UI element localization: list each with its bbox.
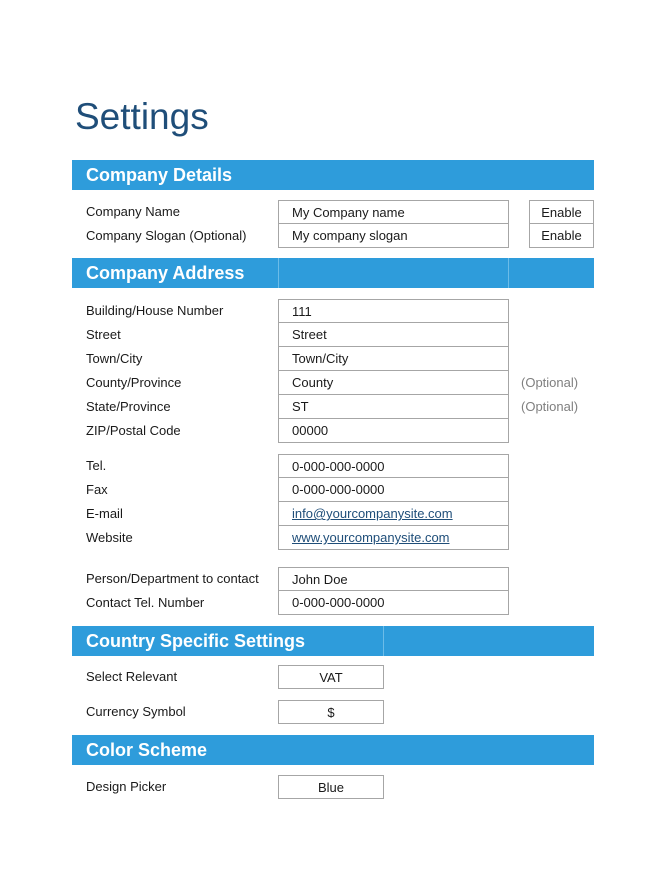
label-design-picker: Design Picker — [86, 779, 167, 794]
building-number-field[interactable]: 111 — [278, 299, 509, 323]
optional-note: (Optional) — [521, 399, 579, 414]
header-divider — [278, 258, 279, 288]
section-title: Color Scheme — [86, 740, 208, 760]
header-divider — [508, 258, 509, 288]
county-province-field[interactable]: County — [278, 371, 509, 395]
tax-type-select[interactable]: VAT — [278, 665, 384, 689]
currency-symbol-field[interactable]: $ — [278, 700, 384, 724]
label-town-city: Town/City — [86, 351, 143, 366]
label-currency-symbol: Currency Symbol — [86, 704, 186, 719]
town-city-field[interactable]: Town/City — [278, 347, 509, 371]
label-company-name: Company Name — [86, 204, 180, 219]
email-link[interactable]: info@yourcompanysite.com — [278, 502, 509, 526]
state-province-field[interactable]: ST — [278, 395, 509, 419]
label-zip-code: ZIP/Postal Code — [86, 423, 181, 438]
contact-tel-field[interactable]: 0-000-000-0000 — [278, 591, 509, 615]
label-email: E-mail — [86, 506, 123, 521]
section-country-settings — [72, 626, 594, 656]
company-name-field[interactable]: My Company name — [278, 200, 509, 224]
page-title: Settings — [75, 96, 209, 137]
section-company-address — [72, 258, 594, 288]
fax-field[interactable]: 0-000-000-0000 — [278, 478, 509, 502]
street-field[interactable]: Street — [278, 323, 509, 347]
contact-person-field[interactable]: John Doe — [278, 567, 509, 591]
label-county-province: County/Province — [86, 375, 182, 390]
label-state-province: State/Province — [86, 399, 171, 414]
label-building-number: Building/House Number — [86, 303, 224, 318]
section-company-details — [72, 160, 594, 190]
label-fax: Fax — [86, 482, 108, 497]
enable-company-slogan-button[interactable]: Enable — [529, 224, 594, 248]
label-select-relevant: Select Relevant — [86, 669, 178, 684]
company-slogan-field[interactable]: My company slogan — [278, 224, 509, 248]
website-link[interactable]: www.yourcompanysite.com — [278, 526, 509, 550]
label-street: Street — [86, 327, 121, 342]
label-website: Website — [86, 530, 133, 545]
label-company-slogan: Company Slogan (Optional) — [86, 228, 247, 243]
label-contact-tel: Contact Tel. Number — [86, 595, 205, 610]
zip-code-field[interactable]: 00000 — [278, 419, 509, 443]
header-divider — [383, 626, 384, 656]
design-picker-select[interactable]: Blue — [278, 775, 384, 799]
tel-field[interactable]: 0-000-000-0000 — [278, 454, 509, 478]
section-title: Company Address — [86, 263, 245, 283]
section-color-scheme — [72, 735, 594, 765]
enable-company-name-button[interactable]: Enable — [529, 200, 594, 224]
label-tel: Tel. — [86, 458, 107, 473]
section-title: Company Details — [86, 165, 233, 185]
label-contact-person: Person/Department to contact — [86, 571, 259, 586]
section-title: Country Specific Settings — [86, 631, 306, 651]
optional-note: (Optional) — [521, 375, 579, 390]
